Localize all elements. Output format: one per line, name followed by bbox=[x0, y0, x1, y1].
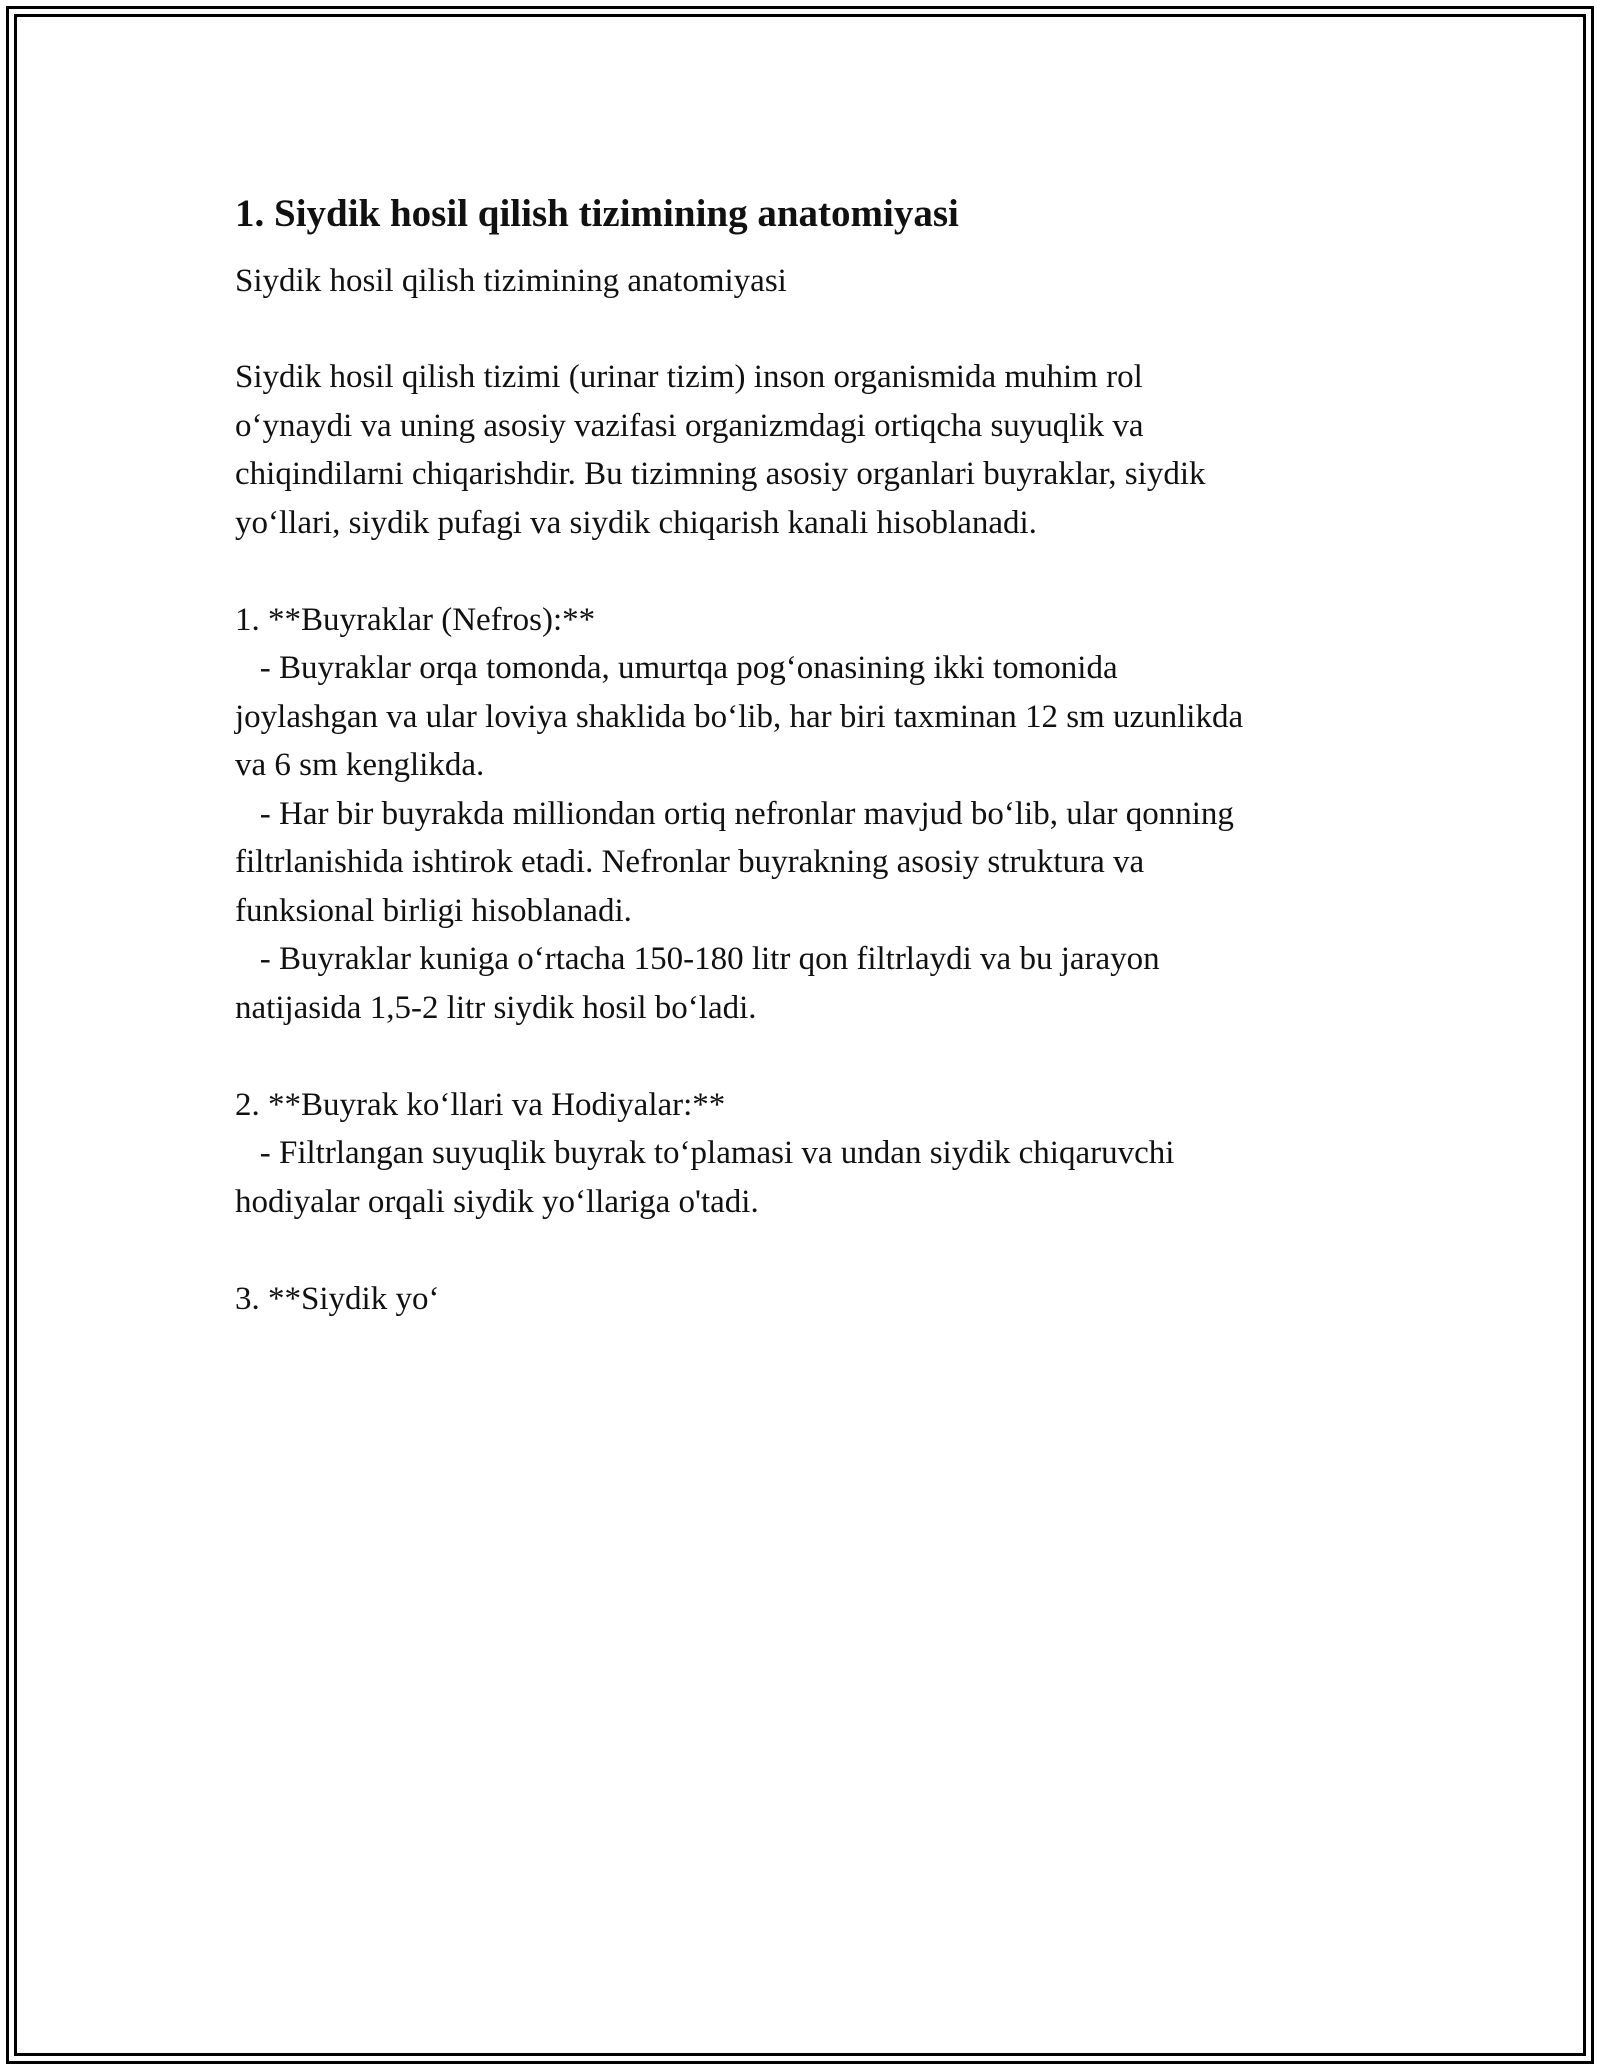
document-heading: 1. Siydik hosil qilish tizimining anatomiyasi bbox=[235, 192, 959, 235]
document-content bbox=[235, 185, 1375, 1323]
document-body: Siydik hosil qilish tizimi (urinar tizim) inson organismida muhim rol o‘ynaydi va uning asosiy vazifasi organizmdagi ortiqcha suyuqlik va chiqindilarni chiqarishdir. Bu tizimning asosiy organlari buyraklar, siydik yo‘llari, siydik pufagi va siydik chiqarish kanali hisoblanadi. 1. **Buyraklar (Nefros):** - Buyraklar orqa tomonda, umurtqa pog‘onasining ikki tomonida joylashgan va ular loviya shaklida bo‘lib, har biri taxminan 12 sm uzunlikda va 6 sm kenglikda. - Har bir buyrakda milliondan ortiq nefronlar mavjud bo‘lib, ular qonning filtrlanishida ishtirok etadi. Nefronlar buyrakning asosiy struktura va funksional birligi hisoblanadi. - Buyraklar kuniga o‘rtacha 150-180 litr qon filtrlaydi va bu jarayon natijasida 1,5-2 litr siydik hosil bo‘ladi. 2. **Buyrak ko‘llari va Hodiyalar:** - Filtrlangan suyuqlik buyrak to‘plamasi va undan siydik chiqaruvchi hodiyalar orqali siydik yo‘llariga o'tadi. 3. **Siydik yo‘ bbox=[235, 359, 1244, 1317]
document-subtitle: Siydik hosil qilish tizimining anatomiyasi bbox=[235, 263, 787, 299]
